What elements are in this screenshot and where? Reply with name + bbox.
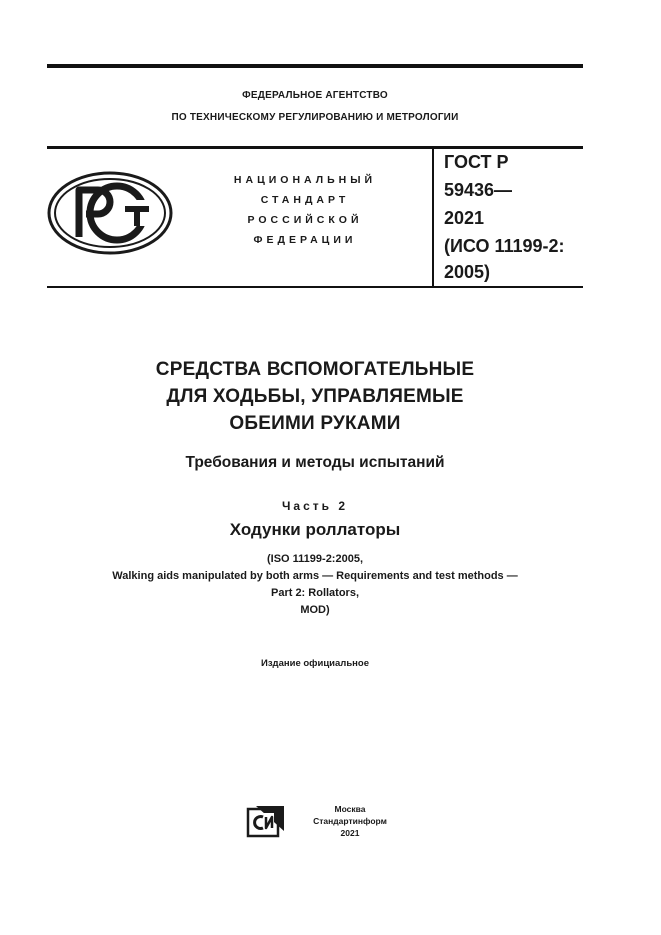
designation-line-3: 2021 <box>444 208 485 228</box>
intl-reference-line-1: (ISO 11199-2:2005, <box>266 553 363 565</box>
standard-type-line-2: СТАНДАРТ <box>260 194 350 206</box>
header-top-rule <box>47 146 583 149</box>
part-name: Ходунки роллаторы <box>229 520 401 539</box>
header-bottom-rule <box>47 286 583 288</box>
publisher-name: Стандартинформ <box>313 816 387 826</box>
subtitle: Требования и методы испытаний <box>185 454 445 471</box>
title-line-3: ОБЕИМИ РУКАМИ <box>229 413 401 434</box>
gost-logo <box>46 170 174 256</box>
designation-line-5: 2005) <box>444 262 491 282</box>
agency-line-2: ПО ТЕХНИЧЕСКОМУ РЕГУЛИРОВАНИЮ И МЕТРОЛОГИИ <box>171 112 459 123</box>
title-line-1: СРЕДСТВА ВСПОМОГАТЕЛЬНЫЕ <box>155 359 475 380</box>
top-rule <box>47 64 583 68</box>
header-divider <box>432 149 434 288</box>
agency-line-1: ФЕДЕРАЛЬНОЕ АГЕНТСТВО <box>242 90 388 101</box>
title-line-2: ДЛЯ ХОДЬБЫ, УПРАВЛЯЕМЫЕ <box>166 386 464 407</box>
intl-reference-line-4: MOD) <box>300 604 330 616</box>
intl-reference-line-2: Walking aids manipulated by both arms — Requirements and test methods — <box>112 570 518 582</box>
standard-type-line-4: ФЕДЕРАЦИИ <box>253 234 357 246</box>
intl-reference-line-3: Part 2: Rollators, <box>270 587 360 599</box>
designation-line-2: 59436— <box>444 180 513 200</box>
publisher-year: 2021 <box>340 828 360 838</box>
part-label: Часть 2 <box>281 499 349 513</box>
publisher-logo <box>246 804 286 838</box>
standard-type-line-1: НАЦИОНАЛЬНЫЙ <box>233 174 377 186</box>
standartinform-logo-icon <box>246 804 286 838</box>
gost-r-conformity-icon <box>46 170 174 256</box>
designation-line-1: ГОСТ Р <box>444 152 509 172</box>
edition-label: Издание официальное <box>261 658 369 669</box>
publisher-city: Москва <box>334 804 366 814</box>
standard-type-line-3: РОССИЙСКОЙ <box>247 214 363 226</box>
designation-line-4: (ИСО 11199-2: <box>444 236 565 256</box>
